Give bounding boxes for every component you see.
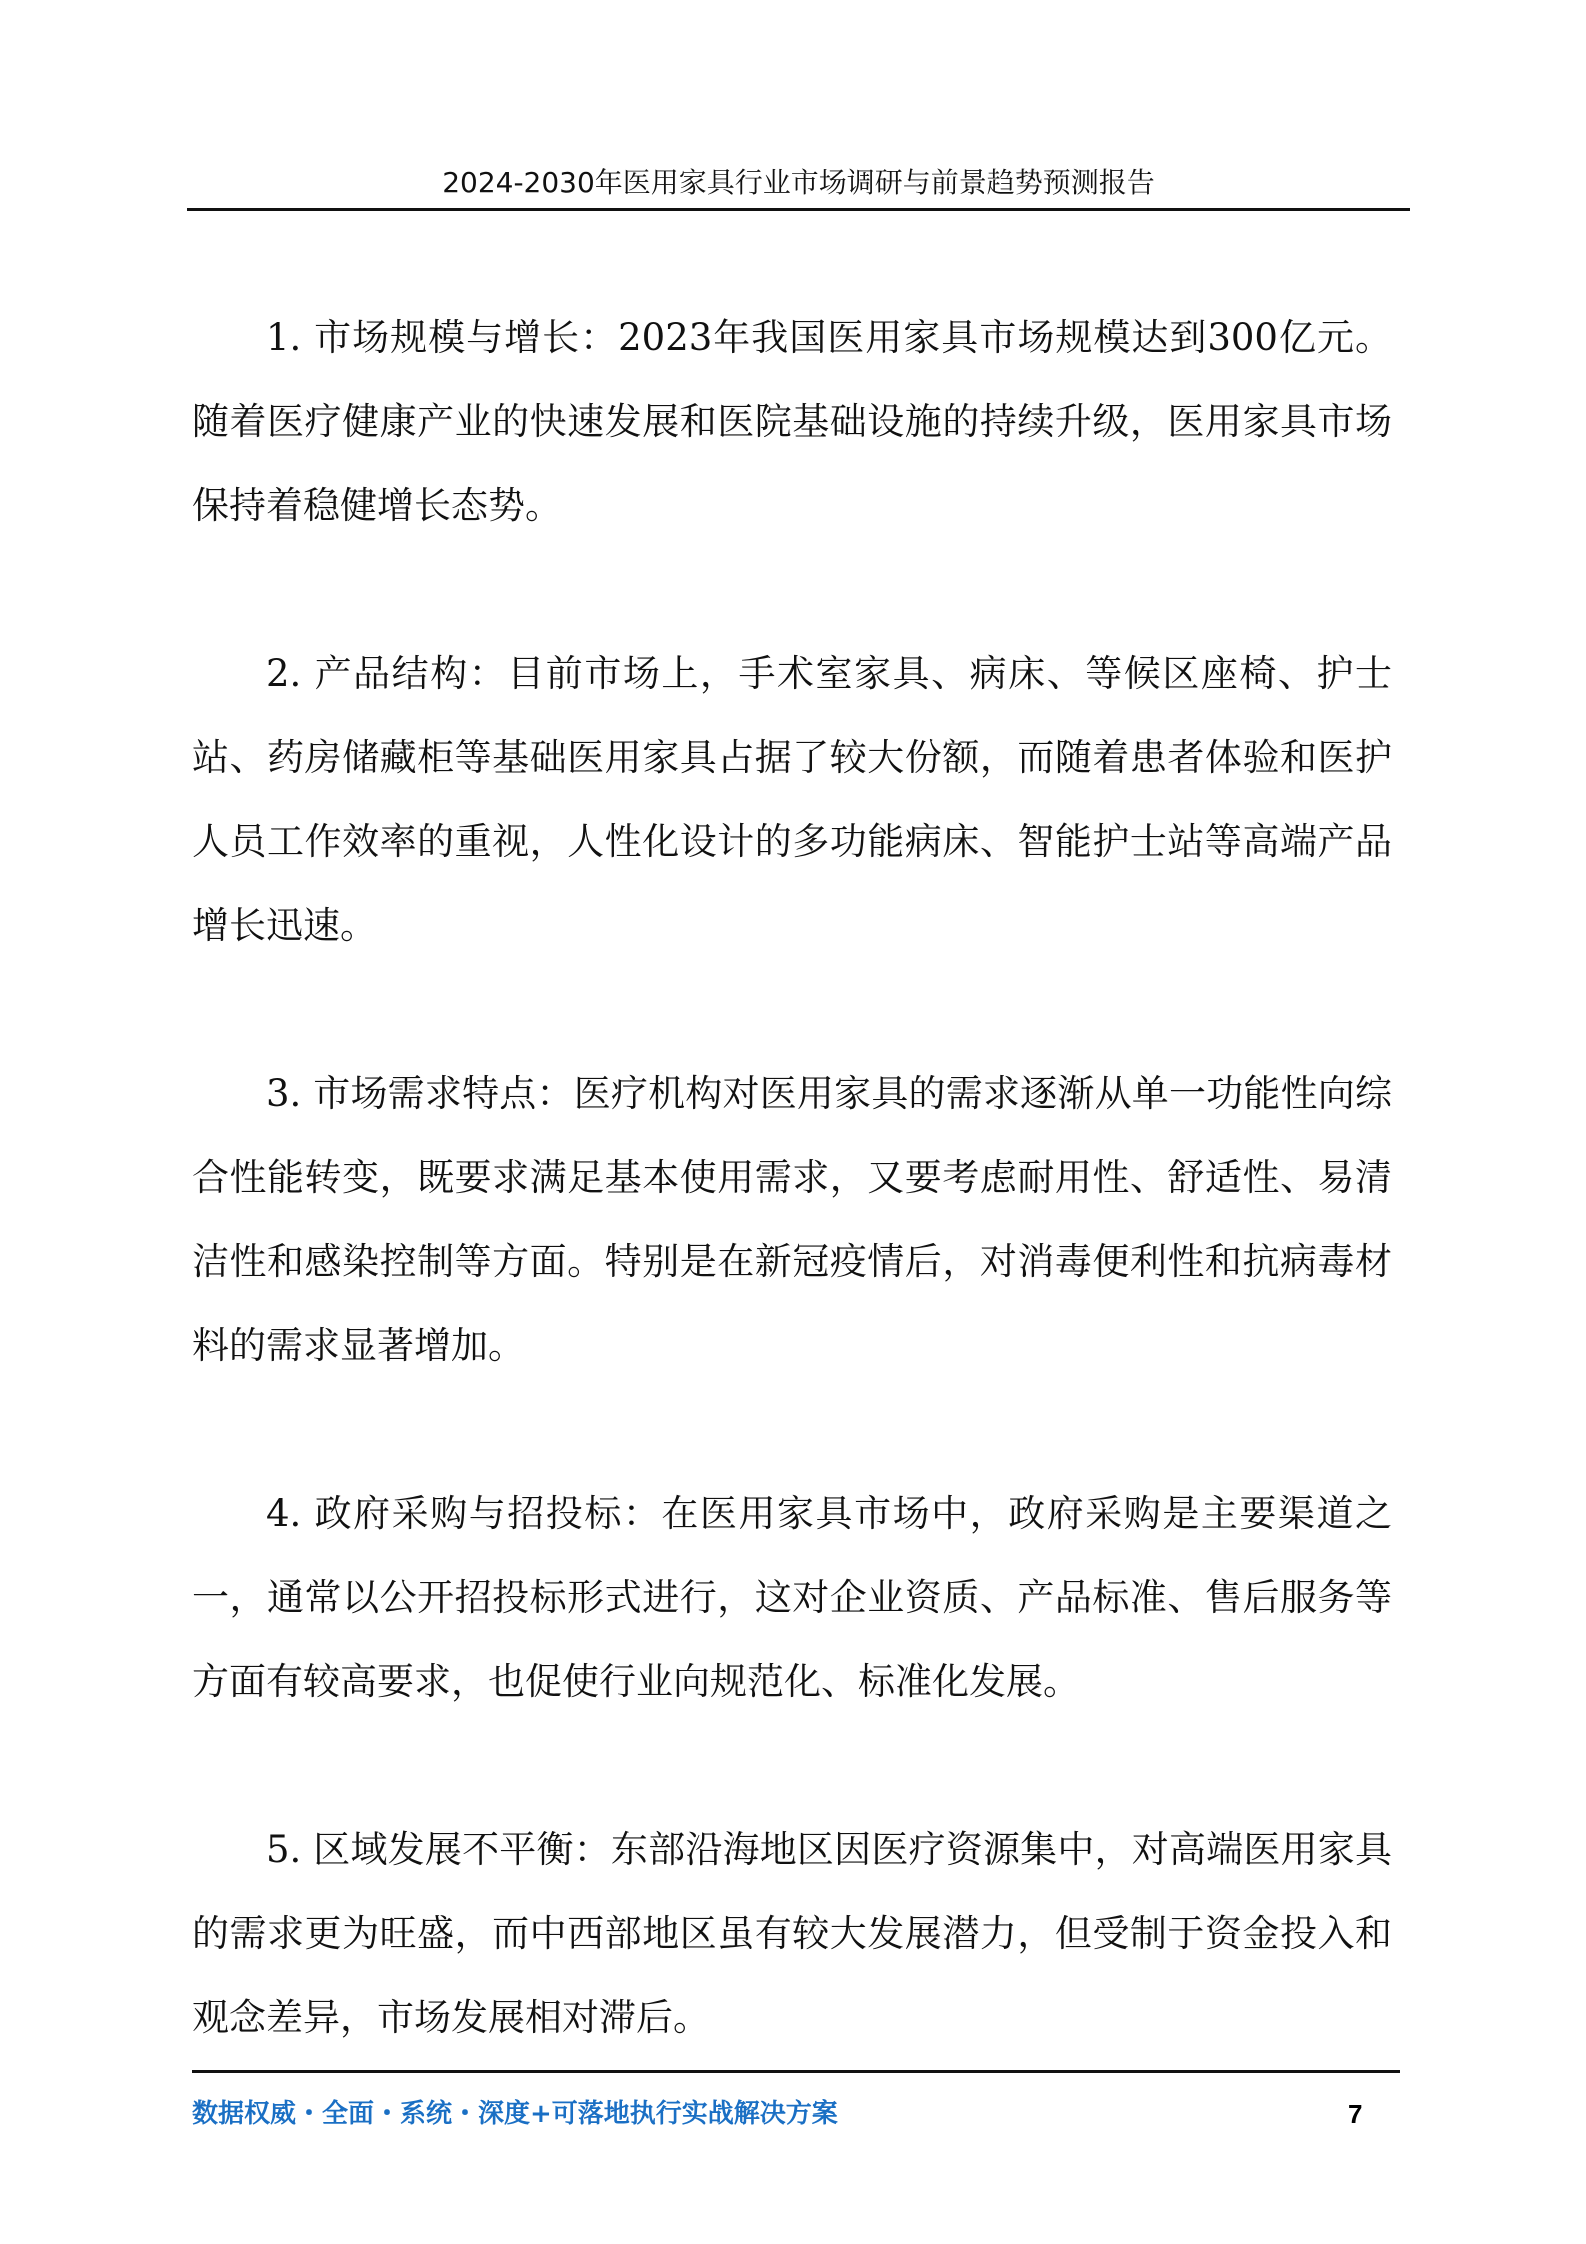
page-number: 7	[1348, 2099, 1363, 2129]
page-header-title: 2024-2030年医用家具行业市场调研与前景趋势预测报告	[442, 166, 1155, 199]
paragraph-government-procurement: 4. 政府采购与招投标：在医用家具市场中，政府采购是主要渠道之一，通常以公开招投标形式进行，这对企业资质、产品标准、售后服务等方面有较高要求，也促使行业向规范化、标准化发展。	[192, 1492, 1392, 1703]
footer-divider	[192, 2070, 1400, 2073]
paragraph-product-structure: 2. 产品结构：目前市场上，手术室家具、病床、等候区座椅、护士站、药房储藏柜等基础医用家具占据了较大份额，而随着患者体验和医护人员工作效率的重视，人性化设计的多功能病床、智能护士站等高端产品增长迅速。	[192, 652, 1392, 947]
paragraph-regional-development: 5. 区域发展不平衡：东部沿海地区因医疗资源集中，对高端医用家具的需求更为旺盛，而中西部地区虽有较大发展潜力，但受制于资金投入和观念差异，市场发展相对滞后。	[192, 1828, 1392, 2039]
paragraph-market-size: 1. 市场规模与增长：2023年我国医用家具市场规模达到300亿元。随着医疗健康产业的快速发展和医院基础设施的持续升级，医用家具市场保持着稳健增长态势。	[192, 316, 1392, 527]
paragraph-demand-characteristics: 3. 市场需求特点：医疗机构对医用家具的需求逐渐从单一功能性向综合性能转变，既要求满足基本使用需求，又要考虑耐用性、舒适性、易清洁性和感染控制等方面。特别是在新冠疫情后，对消毒便利性和抗病毒材料的需求显著增加。	[192, 1072, 1392, 1367]
document-body	[192, 212, 1392, 2060]
header-divider	[187, 208, 1410, 211]
footer-slogan: 数据权威・全面・系统・深度+可落地执行实战解决方案	[192, 2099, 838, 2129]
